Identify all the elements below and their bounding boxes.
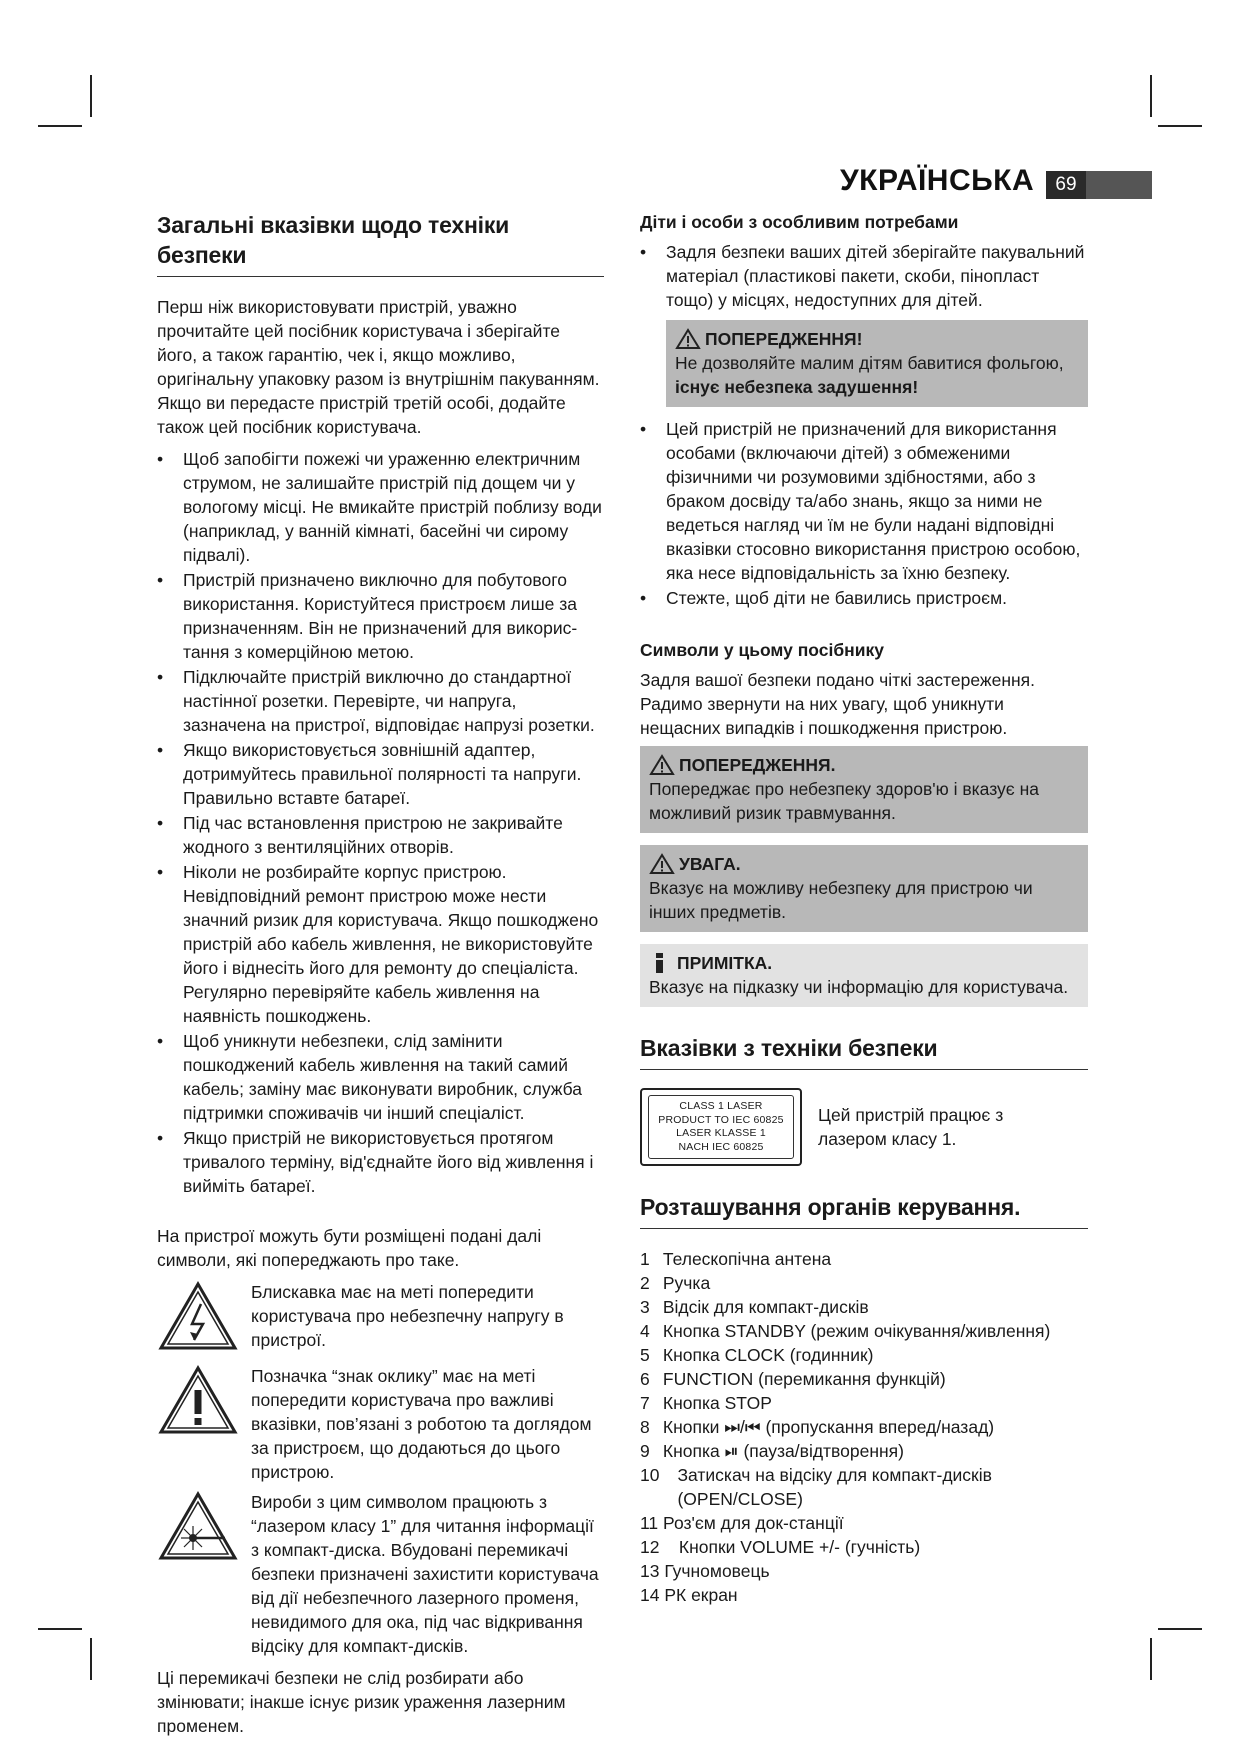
list-item: 7 Кнопка STOP [640, 1393, 772, 1413]
caution-icon [649, 853, 675, 875]
children-title: Діти і особи з особливим потребами [640, 212, 959, 232]
closing-text: Ці перемикачі безпеки не слід розбирати або змінювати; інакше існує ризик ураження лазерним променем. [157, 1668, 566, 1736]
laser-text: Цей пристрій працює з лазером класу 1. [818, 1105, 1004, 1149]
general-safety-title: Загальні вказівки щодо техніки безпеки [157, 210, 604, 277]
list-item: 12 Кнопки VOLUME +/- (гучність) [640, 1537, 921, 1557]
symbol-row [157, 1280, 604, 1358]
list-item: 6 FUNCTION (перемикання функцій) [640, 1369, 946, 1389]
list-item: • Задля безпеки ваших дітей зберігайте пакувальний матеріал (пластикові пакети, скоби, пінопласт тощо) у місцях, недоступних для дітей. [640, 240, 1088, 312]
list-item: • Щоб запобігти пожежі чи ураженню електричним струмом, не залишайте пристрій під дощем чи у вологому місці. Не вмикайте пристрій поблизу води (наприклад, у ванній кімнаті, басейні чи сирому підвалі). [157, 447, 604, 567]
warning-text-bold: існує небезпека задушення! [675, 377, 919, 397]
symbols-intro-right: Задля вашої безпеки подано чіткі застереження. Радимо звернути на них увагу, щоб уникнути нещасних випадків і пошкодження пристрою. [640, 670, 1035, 738]
symbol-text: Позначка “знак оклику” має на меті попередити користувача про важливі вказівки, пов’язані з роботою та доглядом за пристроєм, що додаються до цього пристрою. [251, 1366, 592, 1482]
list-item: • Якщо використовується зовнішній адаптер, дотримуйтесь правильної полярності та напруги. Правильно вставте батареї. [157, 738, 604, 810]
list-item: 2 Ручка [640, 1273, 711, 1293]
lightning-warning-icon [157, 1280, 239, 1352]
general-safety-list [157, 447, 604, 1198]
label-line: PRODUCT TO IEC 60825 [658, 1113, 784, 1126]
controls-list [640, 1247, 1088, 1607]
crop-mark [90, 1638, 92, 1680]
exclamation-warning-icon [157, 1364, 239, 1436]
list-item: • Стежте, щоб діти не бавились пристроєм. [640, 586, 1088, 610]
controls-title: Розташування органів керування. [640, 1192, 1088, 1229]
warning-title: ПОПЕРЕДЖЕННЯ! [705, 329, 863, 349]
laser-class-label [640, 1088, 802, 1166]
label-line: NACH IEC 60825 [678, 1140, 764, 1153]
safety-title: Вказівки з техніки безпеки [640, 1033, 1088, 1070]
label-line: CLASS 1 LASER [679, 1100, 763, 1112]
list-item: 1 Телескопічна антена [640, 1249, 832, 1269]
caution-title: УВАГА. [679, 854, 741, 874]
warning-icon [675, 328, 701, 350]
note-text: Вказує на підказку чи інформацію для користувача. [649, 977, 1069, 997]
list-item: • Пристрій призначено виключно для побутового використання. Користуйтеся пристроєм лише за призначенням. Він не призначений для викорис-тання з комерційною метою. [157, 568, 604, 664]
crop-mark [38, 1628, 82, 1630]
note-title: ПРИМІТКА. [677, 953, 773, 973]
crop-mark [1150, 75, 1152, 117]
list-item: 8 Кнопки ⏭/⏮ (пропускання вперед/назад) [640, 1417, 995, 1437]
list-item: • Ніколи не розбирайте корпус пристрою. Невідповідний ремонт пристрою може нести значний ризик для користувача. Якщо пошкоджено пристрій або кабель живлення, не використовуйте його і віднесіть його для ремонту до спеціаліста. Регулярно перевіряйте кабель живлення на наявність пошкоджень. [157, 860, 604, 1028]
list-item: 4 Кнопка STANDBY (режим очікування/живлення) [640, 1321, 1051, 1341]
list-item: 11 Роз'єм для док-станції [640, 1513, 844, 1533]
label-line: LASER KLASSE 1 [676, 1127, 766, 1139]
list-item: 5 Кнопка CLOCK (годинник) [640, 1345, 874, 1365]
list-item: • Щоб уникнути небезпеки, слід замінити пошкоджений кабель живлення на такий самий кабель; заміну має виконувати виробник, служба підтримки споживачів чи інший спеціаліст. [157, 1029, 604, 1125]
children-list-2 [640, 417, 1088, 610]
list-item: 14 РК екран [640, 1585, 738, 1605]
list-item: • Цей пристрій не призначений для використання особами (включаючи дітей) з обмеженими фізичними чи розумовими здібностями, або з браком досвіду та/або знань, якщо за ними не ведеться нагляд чи їм не були надані відповідні вказівки стосовно використання пристрою особою, яка несе відповідальність за їхню безпеку. [640, 417, 1088, 585]
left-column [157, 210, 604, 1738]
caution-box [640, 845, 1088, 932]
list-item: • Під час встановлення пристрою не закривайте жодного з вентиляційних отворів. [157, 811, 604, 859]
children-warning-box [666, 320, 1088, 407]
symbol-text: Вироби з цим символом працюють з “лазером класу 1” для читання інформації з компакт-диска. Вбудовані перемикачі безпеки призначені захистити користувача від дії небезпечного лазерного променя, невидимого для ока, під час відкривання відсіку для компакт-дисків. [251, 1492, 599, 1656]
page-number: 69 [1046, 171, 1086, 199]
caution-text: Вказує на можливу небезпеку для пристрою чи інших предметів. [649, 878, 1033, 922]
warning-text: Не дозволяйте малим дітям бавитися фольгою, [675, 353, 1064, 373]
warning-box [640, 746, 1088, 833]
crop-mark [90, 75, 92, 117]
symbol-row [157, 1364, 604, 1484]
warning-icon [649, 754, 675, 776]
crop-mark [1150, 1638, 1152, 1680]
warning-text: Попереджає про небезпеку здоров'ю і вказує на можливий ризик травмування. [649, 779, 1039, 823]
list-item: 13 Гучномовець [640, 1561, 770, 1581]
info-icon [653, 952, 667, 974]
symbols-intro: На пристрої можуть бути розміщені подані далі символи, які попереджають про таке. [157, 1226, 542, 1270]
language-heading: УКРАЇНСЬКА [840, 164, 1035, 197]
list-item: 3 Відсік для компакт-дисків [640, 1297, 869, 1317]
symbols-title: Символи у цьому посібнику [640, 640, 884, 660]
right-column [640, 210, 1088, 1607]
laser-warning-icon [157, 1490, 239, 1562]
list-item: • Підключайте пристрій виключно до стандартної настінної розетки. Перевірте, чи напруга, зазначена на пристрої, відповідає напрузі розетки. [157, 665, 604, 737]
children-list [640, 240, 1088, 312]
crop-mark [1158, 1628, 1202, 1630]
symbol-row [157, 1490, 604, 1658]
list-item: 9 Кнопка ⏯ (пауза/відтворення) [640, 1441, 904, 1461]
crop-mark [1158, 125, 1202, 127]
note-box [640, 944, 1088, 1007]
list-item: 10 Затискач на відсіку для компакт-дисків (OPEN/CLOSE) [640, 1465, 992, 1509]
laser-label-row [640, 1088, 1088, 1166]
crop-mark [38, 125, 82, 127]
page-number-bar [1086, 171, 1152, 199]
warning-title: ПОПЕРЕДЖЕННЯ. [679, 755, 836, 775]
symbol-text: Блискавка має на меті попередити користувача про небезпечну напругу в пристрої. [251, 1282, 564, 1350]
general-safety-intro: Перш ніж використовувати пристрій, уважно прочитайте цей посібник користувача і зберігайте його, а також гарантію, чек і, якщо можливо, оригінальну упаковку разом із внутрішнім пакуванням. Якщо ви передасте пристрій третій особі, додайте також цей посібник користувача. [157, 297, 600, 437]
list-item: • Якщо пристрій не використовується протягом тривалого терміну, від'єднайте його від живлення і вийміть батареї. [157, 1126, 604, 1198]
